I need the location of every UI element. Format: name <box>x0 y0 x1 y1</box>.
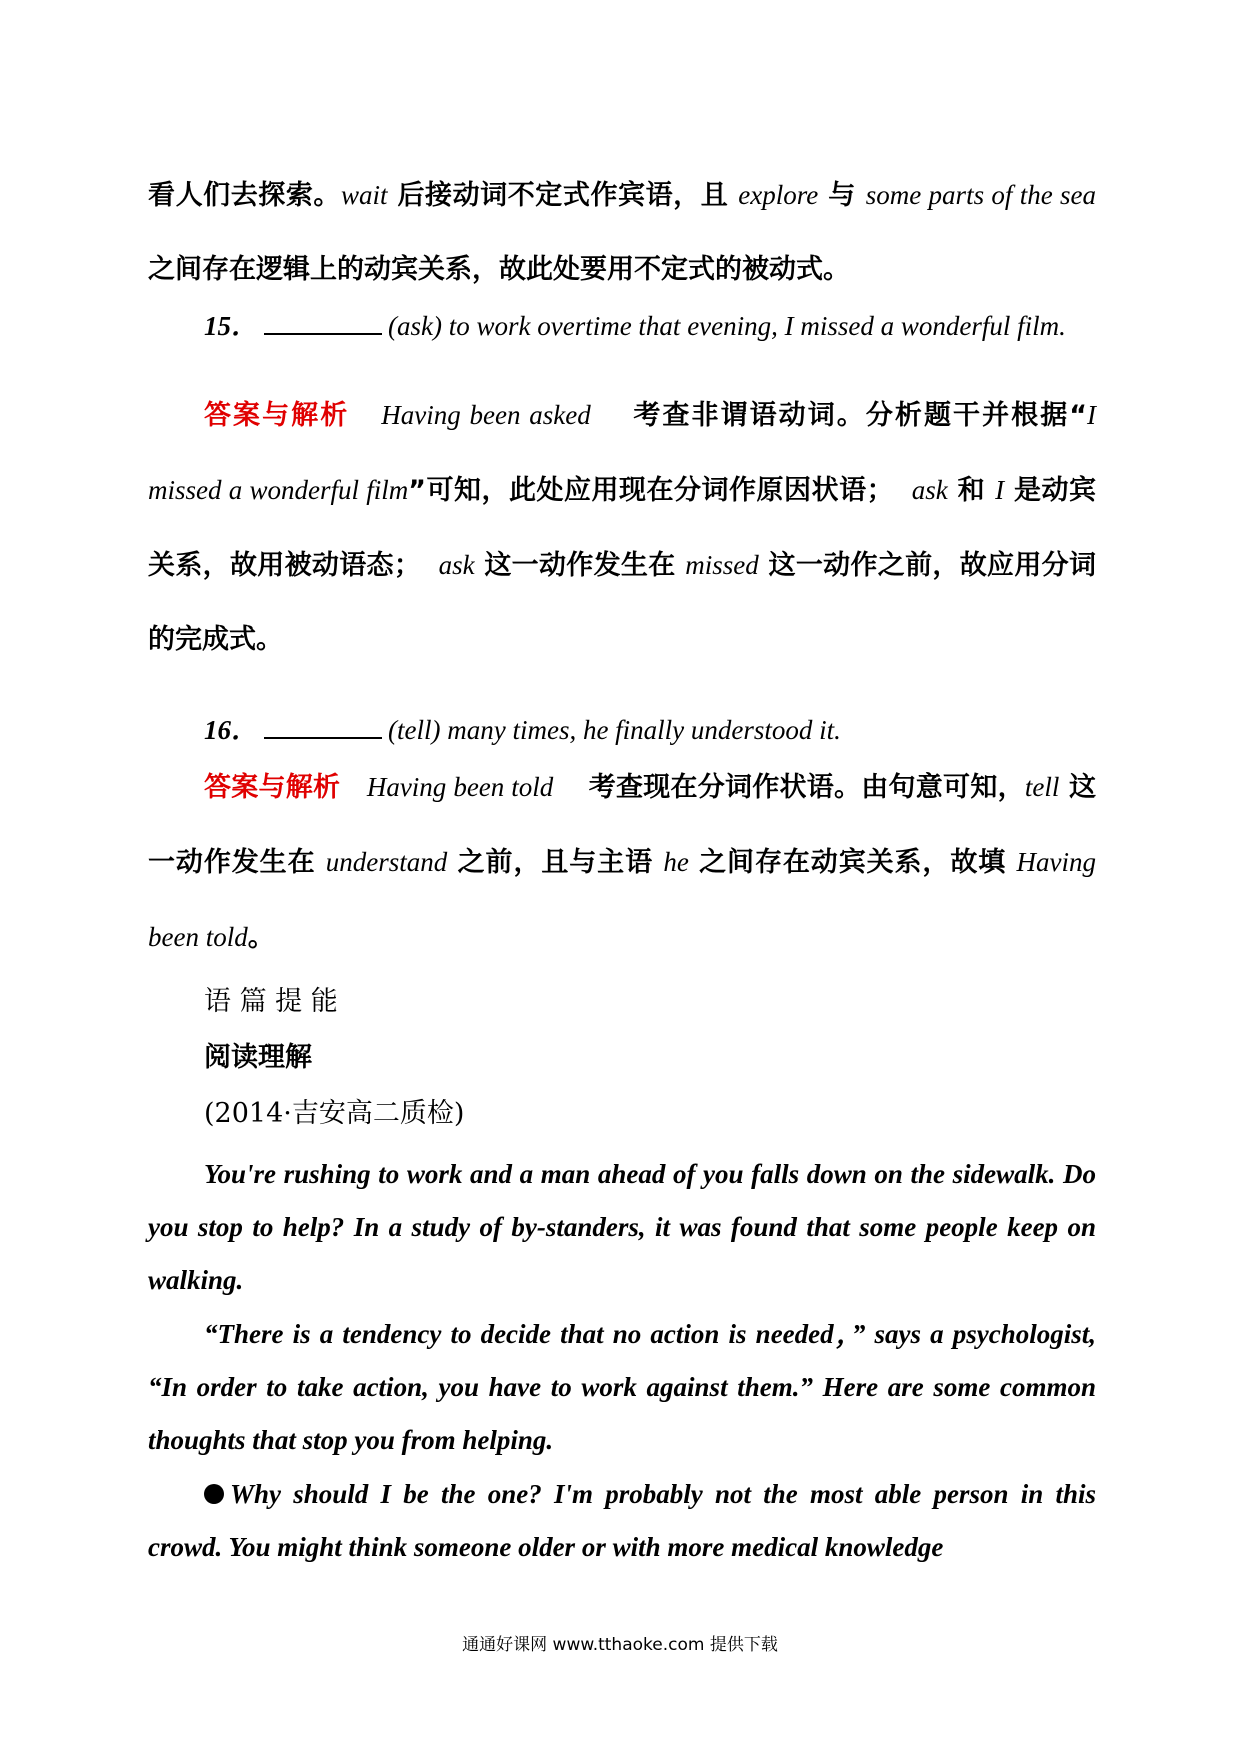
text-cn: 与 <box>818 180 866 211</box>
text-cn: 这一动作发生在 <box>474 550 686 581</box>
answer-15 <box>148 378 1096 677</box>
text-en: I <box>995 475 1005 505</box>
bullet-icon <box>204 1484 224 1504</box>
reading-paragraph-1: You're rushing to work and a man ahead of you falls down on the sidewalk. Do you stop to help? In a study of by-standers, it was found that some people keep on walking. <box>148 1159 1096 1295</box>
text-cn: 这一动作之前，故应用分词的完成式。 <box>148 550 1096 655</box>
question-text: (tell) many times, he finally understood it. <box>388 715 841 745</box>
explanation-continuation <box>148 158 1096 307</box>
section-subtitle: 阅读理解 <box>204 1042 312 1073</box>
section-title: 语 篇 提 能 <box>204 986 338 1017</box>
answer-text: Having been asked <box>381 400 591 430</box>
text-cn: 考查现在分词作状语。由句意可知， <box>588 772 1025 803</box>
text-cn: 和 <box>947 475 996 506</box>
text-cn: 看人们去探索。 <box>148 180 341 211</box>
text-en: explore <box>738 180 819 210</box>
answer-label: 答案与解析 <box>204 772 341 803</box>
text-cn: ”可知，此处应用现在分词作原因状语； <box>408 475 894 506</box>
question-number: 15． <box>204 311 258 341</box>
text-en: understand <box>325 847 448 877</box>
text-cn: 是动宾关系，故用被动语态； <box>148 475 1096 581</box>
reading-paragraph-2: “There is a tendency to decide that no action is needed，” says a psychologist, “In order to take action, you have to work against them.” Here are some common thoughts that stop you from helping. <box>148 1319 1096 1455</box>
reading-paragraph-3 <box>148 1468 1096 1574</box>
answer-blank <box>264 311 382 335</box>
page-footer: 通通好课网 www.tthaoke.com 提供下载 <box>462 1635 778 1655</box>
source-note: (2014·吉安高二质检) <box>204 1098 465 1129</box>
text-cn: 之间存在逻辑上的动宾关系，故此处要用不定式的被动式。 <box>148 254 850 285</box>
text-cn: 这一动作发生在 <box>148 772 1097 878</box>
answer-16 <box>148 750 1096 975</box>
question-text: (ask) to work overtime that evening, I missed a wonderful film. <box>388 311 1066 341</box>
text-en: Having been told <box>148 847 1096 952</box>
question-number: 16． <box>204 715 258 745</box>
reading-paragraph-text: Why should I be the one? I'm probably not the most able person in this crowd. You might think someone older or with more medical knowledge <box>148 1479 1096 1562</box>
text-en: missed <box>685 550 759 580</box>
text-en: he <box>663 847 689 877</box>
text-cn: 考查非谓语动词。分析题干并根据“ <box>633 400 1087 431</box>
text-cn: 之间存在动宾关系，故填 <box>688 847 1017 878</box>
answer-blank <box>264 715 382 739</box>
text-en: I missed a wonderful film <box>148 400 1096 505</box>
text-cn: 后接动词不定式作宾语，且 <box>387 180 739 211</box>
text-en: ask <box>911 475 948 505</box>
answer-label: 答案与解析 <box>204 400 350 431</box>
answer-text: Having been told <box>366 772 554 802</box>
text-en: wait <box>340 180 388 210</box>
text-en: ask <box>438 550 475 580</box>
text-cn: 之前，且与主语 <box>447 847 664 878</box>
text-en: some parts of the sea <box>865 180 1097 210</box>
text-cn: 。 <box>247 922 275 953</box>
question-15 <box>148 298 1096 354</box>
text-en: tell <box>1024 772 1060 802</box>
